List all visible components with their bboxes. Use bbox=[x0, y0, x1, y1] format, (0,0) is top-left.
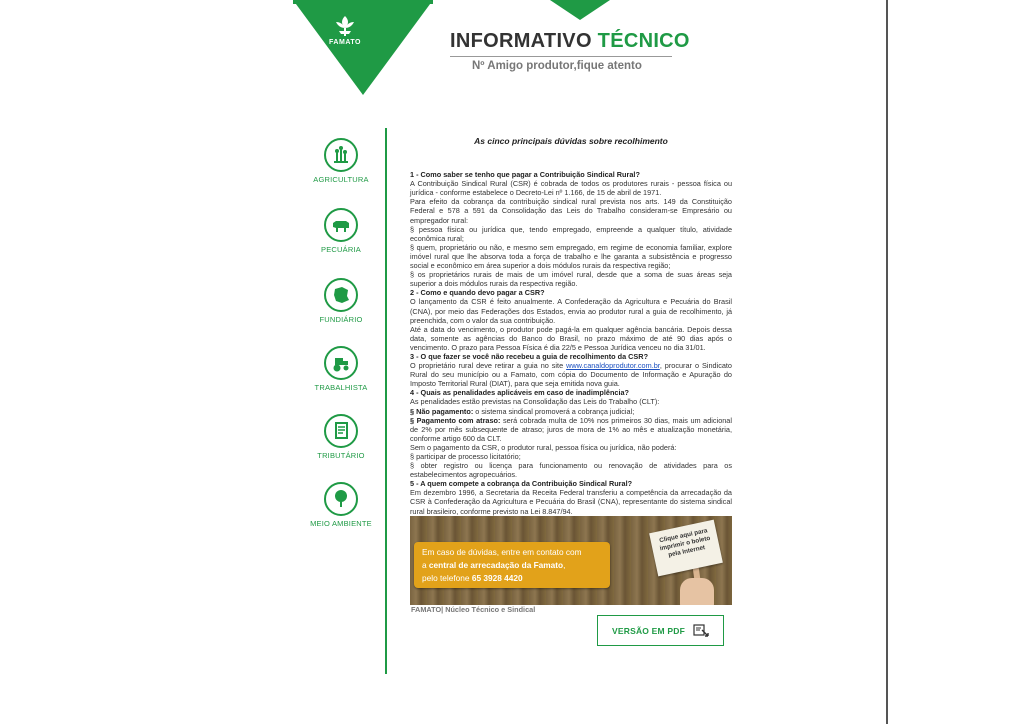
famato-emblem-icon bbox=[332, 14, 358, 38]
banner-line-2 bbox=[422, 559, 602, 572]
paragraph bbox=[410, 361, 732, 388]
page-subtitle: Nº Amigo produtor,fique atento bbox=[472, 60, 642, 72]
banner-text: a bbox=[422, 560, 429, 570]
paragraph-text: O proprietário rural deve retirar a guia no site bbox=[410, 361, 564, 371]
content-divider-line bbox=[385, 128, 387, 674]
tractor-icon bbox=[324, 346, 358, 380]
paragraph bbox=[410, 416, 732, 443]
paragraph-text: , procurar o Sindicato Rural do seu município ou a Famato, com cópia do Documento de Informação e Apuração do Imposto Territorial Rural (DIAT), para que seja emitida nova guia. bbox=[410, 361, 732, 389]
paragraph: A Contribuição Sindical Rural (CSR) é cobrada de todos os produtores rurais - pessoa física ou jurídica - conforme estabelece o Decreto-Lei nº 1.166, de 15 de abril de 1971. bbox=[410, 179, 732, 198]
sidebar-item-tributario[interactable] bbox=[308, 414, 374, 460]
header-title-block bbox=[450, 30, 690, 72]
section-title: As cinco principais dúvidas sobre recolhimento bbox=[474, 136, 668, 146]
cattle-icon bbox=[324, 208, 358, 242]
tree-icon bbox=[324, 482, 358, 516]
sidebar-item-trabalhista[interactable] bbox=[308, 346, 374, 392]
paragraph: Sem o pagamento da CSR, o produtor rural, pessoa física ou jurídica, não poderá: bbox=[410, 442, 677, 452]
title-accent: TÉCNICO bbox=[597, 30, 690, 52]
paragraph: Para efeito da cobrança da contribuição sindical rural prevista nos arts. 149 da Constituição Federal e 578 a 591 da Consolidação das Leis do Trabalho consideram-se Empresário ou empregador rural: bbox=[410, 197, 732, 225]
sidebar-item-label: TRIBUTÁRIO bbox=[317, 451, 365, 460]
logo-text: FAMATO bbox=[329, 39, 361, 46]
banner-text-bold: central de arrecadação da Famato bbox=[428, 560, 564, 570]
canal-produtor-link[interactable]: www.canaldoprodutor.com.br bbox=[566, 361, 660, 371]
banner-phone: 65 3928 4420 bbox=[471, 573, 523, 583]
pdf-button-label: VERSÃO EM PDF bbox=[612, 625, 685, 636]
header-notch bbox=[550, 0, 610, 20]
paragraph: § os proprietários rurais de mais de um imóvel rural, desde que a soma de suas áreas seja superior a dois módulos rurais da respectiva região. bbox=[410, 270, 732, 289]
sidebar-item-pecuaria[interactable] bbox=[308, 208, 374, 254]
paragraph-text: o sistema sindical promoverá a cobrança judicial; bbox=[473, 406, 635, 416]
document-icon bbox=[324, 414, 358, 448]
title-main: INFORMATIVO bbox=[450, 30, 592, 52]
banner-line-3 bbox=[422, 572, 602, 585]
banner-text: , bbox=[563, 560, 566, 570]
paragraph: Em dezembro 1996, a Secretaria da Receita Federal transferiu a competência da arrecadação da CSR à Confederação da Agricultura e Pecuária do Brasil (CNA), representante do sistema sindical rural brasileiro, conforme previsto na Lei 8.847/94. bbox=[410, 488, 732, 516]
print-boleto-sign[interactable]: Clique aqui para imprimir o boleto pela Internet bbox=[649, 520, 723, 577]
question-heading: 5 - A quem compete a cobrança da Contribuição Sindical Rural? bbox=[410, 479, 633, 489]
banner-contact-box bbox=[414, 542, 610, 588]
pdf-download-icon bbox=[693, 624, 709, 638]
sidebar-item-fundiario[interactable] bbox=[308, 278, 374, 324]
agriculture-icon bbox=[324, 138, 358, 172]
bold-term: § Não pagamento: bbox=[410, 406, 474, 416]
question-heading: 3 - O que fazer se você não recebeu a guia de recolhimento da CSR? bbox=[410, 351, 649, 361]
question-heading: 1 - Como saber se tenho que pagar a Contribuição Sindical Rural? bbox=[410, 170, 640, 180]
sidebar-item-agricultura[interactable] bbox=[308, 138, 374, 184]
paragraph: § obter registro ou licença para funcionamento ou renovação de atividades para os estabelecimentos agropecuários. bbox=[410, 461, 732, 480]
paragraph bbox=[410, 407, 732, 416]
paragraph-text: será cobrada multa de 10% nos primeiros 30 dias, mais um adicional de 2% por mês subsequente de atraso; juros de mora de 1% ao mês e atualização monetária, conforme artigo 600 da CLT. bbox=[410, 415, 732, 443]
question-heading: 4 - Quais as penalidades aplicáveis em caso de inadimplência? bbox=[410, 388, 629, 398]
bold-term: § Pagamento com atraso: bbox=[410, 415, 501, 425]
pdf-version-button[interactable] bbox=[597, 615, 724, 646]
paragraph: § pessoa física ou jurídica que, tendo empregado, empreende a qualquer título, atividade econômica rural; bbox=[410, 224, 732, 243]
contact-banner[interactable] bbox=[410, 516, 732, 605]
page-edge-line bbox=[886, 0, 888, 724]
article-body bbox=[410, 137, 732, 516]
page-title bbox=[450, 30, 690, 53]
banner-text: pelo telefone bbox=[422, 573, 472, 583]
famato-logo[interactable] bbox=[320, 14, 370, 46]
question-heading: 2 - Como e quando devo pagar a CSR? bbox=[410, 288, 545, 298]
sidebar-item-label: PECUÁRIA bbox=[321, 245, 361, 254]
sidebar-item-meio-ambiente[interactable] bbox=[308, 482, 374, 528]
paragraph: Até a data do vencimento, o produtor pode pagá-la em qualquer agência bancária. Depois dessa data, somente as agências do Banco do Brasil, no prazo máximo de até 90 dias após o vencimento. O prazo para Pessoa Física é dia 22/5 e Pessoa Jurídica venceu no dia 31/01. bbox=[410, 324, 732, 352]
footer-credit: FAMATO| Núcleo Técnico e Sindical bbox=[411, 605, 536, 614]
paragraph: § quem, proprietário ou não, e mesmo sem empregado, em regime de economia familiar, explore imóvel rural que lhe absorva toda a força de trabalho e lhe garanta a subsistência e progresso social e econômico em área superior a dois módulos rurais da respectiva região; bbox=[410, 242, 732, 271]
paragraph: As penalidades estão previstas na Consolidação das Leis do Trabalho (CLT): bbox=[410, 397, 660, 407]
paragraph: O lançamento da CSR é feito anualmente. A Confederação da Agricultura e Pecuária do Brasil (CNA), por meio das Federações dos Estados, envia ao produtor rural a guia de recolhimento, já preenchida, com o valor da sua contribuição. bbox=[410, 297, 732, 325]
hand-illustration bbox=[680, 578, 714, 605]
sidebar-item-label: FUNDIÁRIO bbox=[319, 315, 363, 324]
land-map-icon bbox=[324, 278, 358, 312]
title-divider bbox=[450, 56, 672, 57]
banner-line-1: Em caso de dúvidas, entre em contato com bbox=[422, 547, 582, 557]
sidebar-item-label: TRABALHISTA bbox=[314, 383, 368, 392]
sidebar-item-label: MEIO AMBIENTE bbox=[310, 519, 372, 528]
sidebar-item-label: AGRICULTURA bbox=[313, 175, 369, 184]
paragraph: § participar de processo licitatório; bbox=[410, 452, 521, 461]
